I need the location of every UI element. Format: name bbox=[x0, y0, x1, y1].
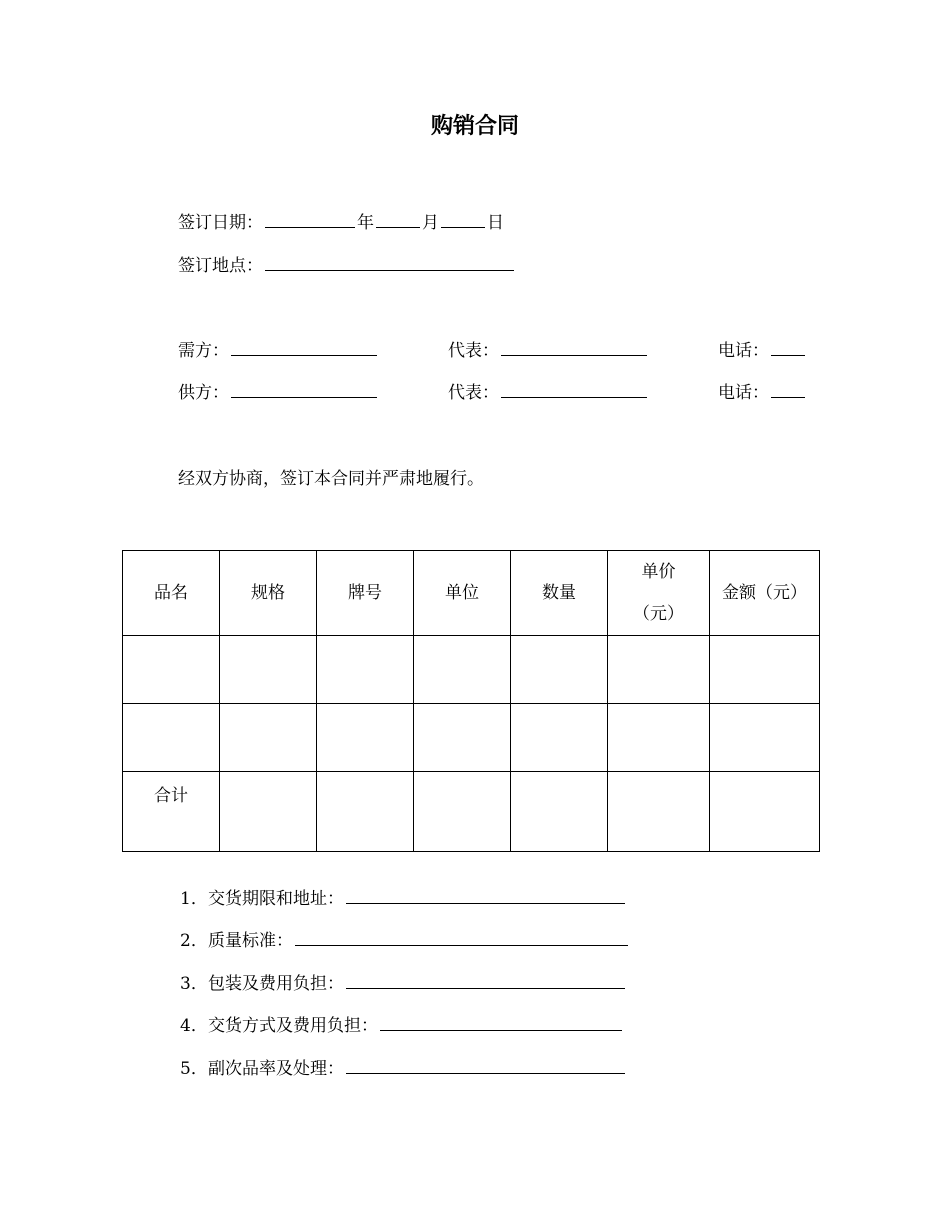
table-header-row bbox=[123, 551, 820, 636]
table-cell[interactable] bbox=[608, 772, 710, 852]
intro-text: 经双方协商，签订本合同并严肃地履行。 bbox=[178, 469, 484, 489]
term-delivery-deadline bbox=[180, 887, 627, 911]
table-cell[interactable] bbox=[317, 704, 414, 772]
buyer-party-row bbox=[178, 339, 379, 363]
term-label: 交货方式及费用负担： bbox=[208, 1016, 378, 1036]
supplier-phone-row bbox=[718, 381, 807, 405]
header-spec: 规格 bbox=[220, 551, 317, 636]
buyer-phone-row bbox=[718, 339, 807, 363]
header-product-name: 品名 bbox=[123, 551, 220, 636]
buyer-rep-blank[interactable] bbox=[501, 339, 647, 356]
header-unit: 单位 bbox=[414, 551, 511, 636]
table-cell[interactable] bbox=[220, 636, 317, 704]
header-amount: 金额（元） bbox=[710, 551, 820, 636]
sign-date-label: 签订日期： bbox=[178, 213, 263, 233]
table-cell[interactable] bbox=[123, 704, 220, 772]
goods-table bbox=[122, 550, 820, 852]
sign-place-row bbox=[178, 254, 516, 278]
term-number: 1． bbox=[180, 889, 208, 909]
total-label: 合计 bbox=[123, 772, 220, 852]
buyer-blank[interactable] bbox=[231, 339, 377, 356]
table-cell[interactable] bbox=[511, 704, 608, 772]
term-label: 质量标准： bbox=[208, 931, 293, 951]
header-unit-price bbox=[608, 551, 710, 636]
buyer-phone-blank[interactable] bbox=[771, 339, 805, 356]
term-number: 2． bbox=[180, 931, 208, 951]
table-cell[interactable] bbox=[317, 636, 414, 704]
supplier-rep-row bbox=[448, 381, 649, 405]
term-number: 3． bbox=[180, 974, 208, 994]
term-delivery-method bbox=[180, 1014, 624, 1038]
term-defect-rate bbox=[180, 1057, 627, 1081]
supplier-blank[interactable] bbox=[231, 381, 377, 398]
table-cell[interactable] bbox=[414, 636, 511, 704]
sign-place-blank[interactable] bbox=[265, 254, 514, 271]
table-cell[interactable] bbox=[608, 636, 710, 704]
year-label: 年 bbox=[357, 213, 374, 233]
table-row bbox=[123, 704, 820, 772]
term-label: 副次品率及处理： bbox=[208, 1059, 344, 1079]
header-unit-price-line2: （元） bbox=[633, 604, 684, 624]
table-row bbox=[123, 636, 820, 704]
term-number: 5． bbox=[180, 1059, 208, 1079]
supplier-rep-blank[interactable] bbox=[501, 381, 647, 398]
table-cell[interactable] bbox=[414, 772, 511, 852]
header-quantity: 数量 bbox=[511, 551, 608, 636]
supplier-rep-label: 代表： bbox=[448, 383, 499, 403]
table-cell[interactable] bbox=[710, 636, 820, 704]
table-cell[interactable] bbox=[317, 772, 414, 852]
month-label: 月 bbox=[422, 213, 439, 233]
supplier-phone-label: 电话： bbox=[718, 383, 769, 403]
sign-day-blank[interactable] bbox=[441, 211, 485, 228]
buyer-rep-row bbox=[448, 339, 649, 363]
document-title: 购销合同 bbox=[430, 114, 519, 139]
sign-year-blank[interactable] bbox=[265, 211, 355, 228]
table-cell[interactable] bbox=[710, 772, 820, 852]
term-quality-standard bbox=[180, 929, 630, 953]
term-label: 包装及费用负担： bbox=[208, 974, 344, 994]
header-unit-price-line1: 单价 bbox=[641, 562, 676, 582]
header-brand: 牌号 bbox=[317, 551, 414, 636]
term-blank[interactable] bbox=[380, 1014, 622, 1031]
supplier-phone-blank[interactable] bbox=[771, 381, 805, 398]
table-total-row bbox=[123, 772, 820, 852]
table-cell[interactable] bbox=[414, 704, 511, 772]
buyer-phone-label: 电话： bbox=[718, 341, 769, 361]
term-number: 4． bbox=[180, 1016, 208, 1036]
table-cell[interactable] bbox=[710, 704, 820, 772]
table-cell[interactable] bbox=[511, 772, 608, 852]
term-blank[interactable] bbox=[346, 1057, 625, 1074]
buyer-label: 需方： bbox=[178, 341, 229, 361]
buyer-rep-label: 代表： bbox=[448, 341, 499, 361]
term-blank[interactable] bbox=[295, 929, 628, 946]
supplier-party-row bbox=[178, 381, 379, 405]
table-cell[interactable] bbox=[511, 636, 608, 704]
sign-place-label: 签订地点： bbox=[178, 256, 263, 276]
term-blank[interactable] bbox=[346, 972, 625, 989]
supplier-label: 供方： bbox=[178, 383, 229, 403]
term-blank[interactable] bbox=[346, 887, 625, 904]
table-cell[interactable] bbox=[608, 704, 710, 772]
term-packaging-cost bbox=[180, 972, 627, 996]
table-cell[interactable] bbox=[220, 704, 317, 772]
sign-date-row bbox=[178, 211, 504, 235]
table-cell[interactable] bbox=[123, 636, 220, 704]
sign-month-blank[interactable] bbox=[376, 211, 420, 228]
day-label: 日 bbox=[487, 213, 504, 233]
term-label: 交货期限和地址： bbox=[208, 889, 344, 909]
table-cell[interactable] bbox=[220, 772, 317, 852]
